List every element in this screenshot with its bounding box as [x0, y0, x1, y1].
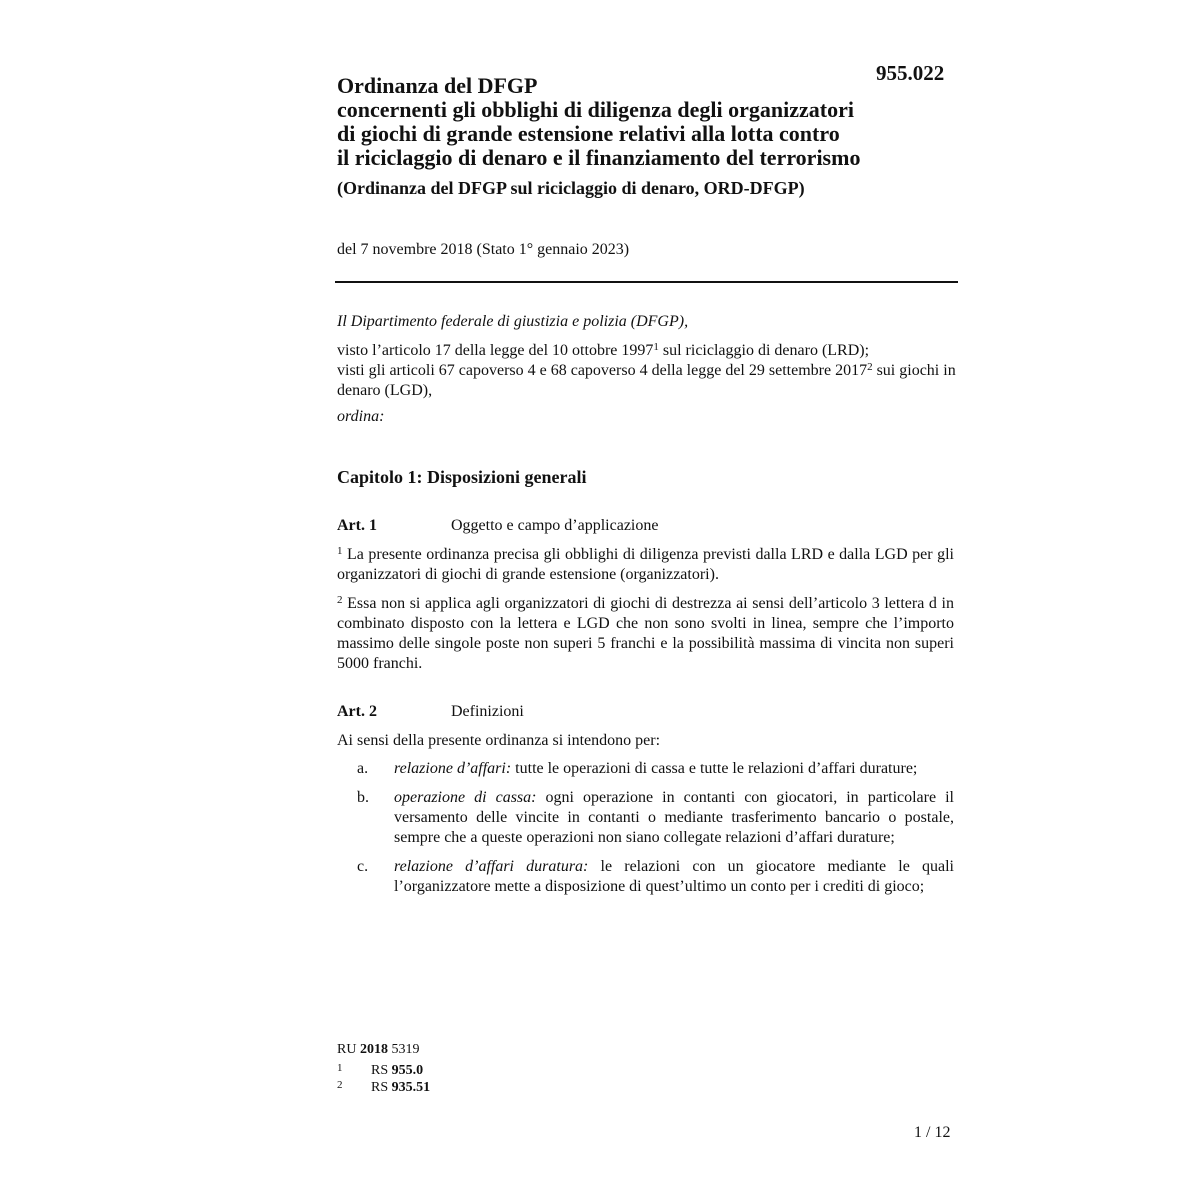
title-line: Ordinanza del DFGP: [337, 73, 538, 98]
preamble: [337, 312, 957, 427]
defined-term: relazione d’affari duratura:: [394, 858, 589, 875]
paragraph: $^2$ Essa non si applica agli organizzatori di giochi di destrezza ai sensi dell’articolo 3 lettera d in combinato disposto con la lettera e LGD che non sono svolti in linea, sempre che l’importo massimo delle singole poste non superi 5 franchi e la possibilità massima di vincita non superi 5000 franchi.: [337, 594, 954, 672]
article-number: Art. 2: [337, 703, 377, 720]
list-label: c.: [357, 858, 369, 875]
footnote: [337, 1063, 537, 1079]
defined-term: operazione di cassa:: [394, 789, 537, 806]
article-2-intro: Ai sensi della presente ordinanza si intendono per:: [337, 732, 661, 749]
list-item: c. relazione d’affari duratura: le relazioni con un giocatore mediante le quali l’organizzatore mette a disposizione di quest’ultimo un conto per i crediti di gioco;: [357, 858, 954, 895]
footnote-text: RS 955.0: [371, 1063, 424, 1078]
definitions-list: [337, 759, 954, 906]
article-number: Art. 1: [337, 517, 377, 534]
footnote-ref[interactable]: 2: [867, 361, 873, 373]
list-label: b.: [357, 789, 369, 806]
document-subtitle: (Ordinanza del DFGP sul riciclaggio di denaro, ORD-DFGP): [337, 178, 805, 198]
list-label: a.: [357, 760, 369, 777]
article-1-body: [337, 545, 954, 683]
footnote-number: 2: [337, 1079, 343, 1091]
document-date: del 7 novembre 2018 (Stato 1° gennaio 2023): [337, 241, 630, 258]
footnote: [337, 1080, 537, 1096]
title-line: il riciclaggio di denaro e il finanziamento del terrorismo: [337, 145, 861, 170]
official-compilation-ref: RU 2018 5319: [337, 1042, 420, 1057]
article-2-heading: [337, 703, 524, 721]
title-line: concernenti gli obblighi di diligenza degli organizzatori: [337, 97, 854, 122]
document-title: [337, 74, 957, 170]
preamble-authority: Il Dipartimento federale di giustizia e polizia (DFGP),: [337, 313, 689, 330]
chapter-heading: Capitolo 1: Disposizioni generali: [337, 467, 587, 487]
header-divider: [335, 281, 958, 283]
list-item: a. relazione d’affari: tutte le operazioni di cassa e tutte le relazioni d’affari durature;: [357, 760, 918, 777]
preamble-line: visto l’articolo 17 della legge del 10 ottobre 1997$^1$ sul riciclaggio di denaro (LRD);: [337, 341, 870, 359]
paragraph: $^1$ La presente ordinanza precisa gli obblighi di diligenza previsti dalla LRD e dalla LGD per gli organizzatori di giochi di grande estensione (organizzatori).: [337, 545, 954, 583]
list-item: b. operazione di cassa: ogni operazione in contanti con giocatori, in particolare il versamento delle vincite in contanti o mediante trasferimento bancario o postale, sempre che a queste operazioni non siano collegate relazioni d’affari durature;: [357, 789, 955, 846]
defined-term: relazione d’affari:: [394, 760, 512, 777]
preamble-line: visti gli articoli 67 capoverso 4 e 68 capoverso 4 della legge del 29 settembre 2017$^2$ sui giochi in denaro (LGD),: [337, 361, 956, 399]
preamble-ordina: ordina:: [337, 408, 385, 425]
page-number: 1 / 12: [914, 1124, 951, 1141]
footnote-text: RS 935.51: [371, 1080, 431, 1095]
article-title: Oggetto e campo d’applicazione: [451, 517, 659, 534]
article-title: Definizioni: [451, 703, 524, 720]
article-1-heading: [337, 517, 658, 535]
footnote-number: 1: [337, 1062, 343, 1074]
footnote-ref[interactable]: 1: [653, 341, 659, 353]
title-line: di giochi di grande estensione relativi alla lotta contro: [337, 121, 840, 146]
sr-number: 955.022: [876, 61, 945, 85]
